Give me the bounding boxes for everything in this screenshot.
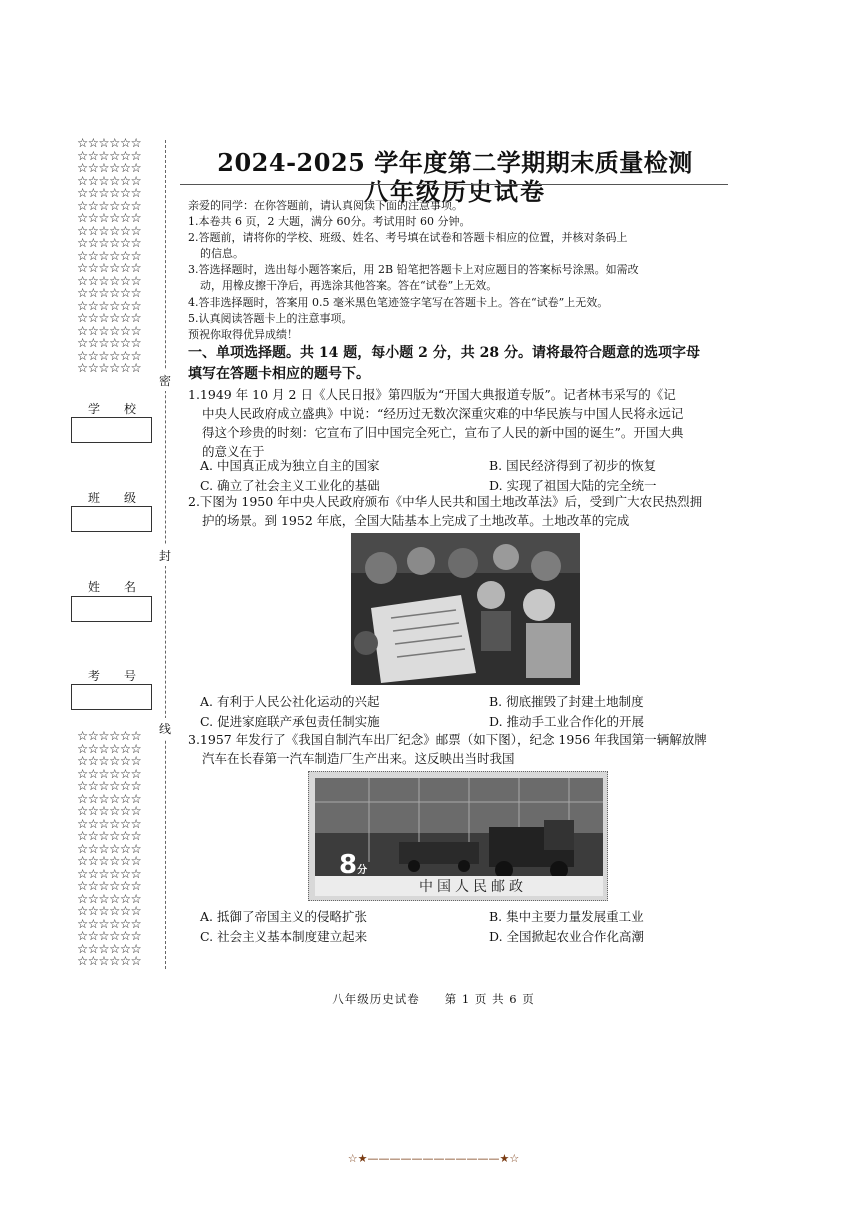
- land-reform-photo: [351, 533, 580, 685]
- binding-stars-top: ☆☆☆☆☆☆ ☆☆☆☆☆☆ ☆☆☆☆☆☆ ☆☆☆☆☆☆ ☆☆☆☆☆☆ ☆☆☆☆☆☆ ☆☆☆☆☆☆ ☆☆☆☆☆☆ ☆☆☆☆☆☆ ☆☆☆☆☆☆ ☆☆☆☆☆☆ ☆☆☆☆☆☆ ☆☆☆☆☆☆ ☆☆☆☆☆☆ ☆☆☆☆☆☆ ☆☆☆☆☆☆ ☆☆☆☆☆☆ ☆☆☆☆☆☆ ☆☆☆☆☆☆: [77, 135, 142, 375]
- exam-number-label: 考 号: [88, 669, 136, 683]
- option-c[interactable]: C. 社会主义基本制度建立起来: [200, 928, 368, 944]
- notice-item: 4.答非选择题时，答案用 0.5 毫米黑色笔迹签字笔写在答题卡上。答在“试卷”上无效。: [188, 295, 609, 309]
- exam-number-field[interactable]: [71, 684, 152, 710]
- title-divider: [180, 184, 728, 185]
- exam-subtitle: 八年级历史试卷: [364, 177, 546, 206]
- binding-char-xian: 线: [159, 718, 171, 739]
- question-1-options: [200, 456, 700, 495]
- option-a[interactable]: A. 抵御了帝国主义的侵略扩张: [200, 909, 367, 924]
- school-field[interactable]: [71, 417, 152, 443]
- exam-title: 2024-2025 学年度第二学期期末质量检测: [217, 148, 693, 177]
- option-b[interactable]: B. 国民经济得到了初步的恢复: [489, 458, 657, 473]
- question-1: [188, 385, 736, 461]
- option-d[interactable]: D. 实现了祖国大陆的完全统一: [489, 477, 657, 493]
- option-c[interactable]: C. 促进家庭联产承包责任制实施: [200, 713, 380, 729]
- truck-stamp: [308, 771, 608, 901]
- notice-item: 5.认真阅读答题卡上的注意事项。: [188, 311, 353, 325]
- class-field[interactable]: [71, 506, 152, 532]
- question-2-options: [200, 692, 700, 731]
- bottom-decoration: ☆★————————————★☆: [347, 1152, 520, 1165]
- notice-item: 3.答选择题时，选出每小题答案后，用 2B 铅笔把答题卡上对应题目的答案标号涂黑。如需改: [188, 263, 639, 277]
- question-3: [188, 730, 736, 768]
- page-footer: 八年级历史试卷 第 1 页 共 6 页: [332, 992, 535, 1006]
- school-label: 学 校: [88, 402, 136, 416]
- question-text: 1.1949 年 10 月 2 日《人民日报》第四版为“开国大典报道专版”。记者林韦采写的《记: [188, 387, 676, 402]
- question-text: 3.1957 年发行了《我国自制汽车出厂纪念》邮票（如下图），纪念 1956 年我国第一辆解放牌: [188, 732, 707, 747]
- option-a[interactable]: A. 中国真正成为独立自主的国家: [200, 458, 380, 473]
- question-text: 护的场景。到 1952 年底，全国大陆基本上完成了土地改革。土地改革的完成: [202, 513, 630, 528]
- question-text: 汽车在长春第一汽车制造厂生产出来。这反映出当时我国: [202, 751, 515, 766]
- section-heading-line: 填写在答题卡相应的题号下。: [188, 366, 370, 382]
- binding-char-mi: 密: [159, 370, 171, 391]
- question-2: [188, 492, 736, 530]
- stamp-country: 中国人民邮政: [419, 879, 527, 895]
- section-heading-line: 一、单项选择题。共 14 题，每小题 2 分，共 28 分。请将最符合题意的选项字母: [188, 345, 700, 361]
- notice-wish: 预祝你取得优异成绩！: [188, 327, 298, 341]
- option-d[interactable]: D. 推动手工业合作化的开展: [489, 713, 645, 729]
- name-field[interactable]: [71, 596, 152, 622]
- option-b[interactable]: B. 彻底摧毁了封建土地制度: [489, 694, 644, 709]
- name-label: 姓 名: [88, 580, 136, 594]
- option-d[interactable]: D. 全国掀起农业合作化高潮: [489, 928, 645, 944]
- land-reform-photo-image: [351, 533, 580, 685]
- option-c[interactable]: C. 确立了社会主义工业化的基础: [200, 477, 380, 493]
- class-label: 班 级: [88, 491, 136, 505]
- option-b[interactable]: B. 集中主要力量发展重工业: [489, 909, 644, 924]
- question-text: 的意义在于: [202, 444, 265, 459]
- binding-char-feng: 封: [159, 545, 171, 566]
- question-text: 得这个珍贵的时刻：它宣布了旧中国完全死亡，宣布了人民的新中国的诞生”。开国大典: [202, 425, 684, 440]
- notice-item: 2.答题前，请将你的学校、班级、姓名、考号填在试卷和答题卡相应的位置，并核对条码上: [188, 231, 628, 245]
- binding-stars-bottom: ☆☆☆☆☆☆ ☆☆☆☆☆☆ ☆☆☆☆☆☆ ☆☆☆☆☆☆ ☆☆☆☆☆☆ ☆☆☆☆☆☆ ☆☆☆☆☆☆ ☆☆☆☆☆☆ ☆☆☆☆☆☆ ☆☆☆☆☆☆ ☆☆☆☆☆☆ ☆☆☆☆☆☆ ☆☆☆☆☆☆ ☆☆☆☆☆☆ ☆☆☆☆☆☆ ☆☆☆☆☆☆ ☆☆☆☆☆☆ ☆☆☆☆☆☆ ☆☆☆☆☆☆: [77, 728, 142, 968]
- notice-item: 1.本卷共 6 页，2 大题，满分 60分。考试用时 60 分钟。: [188, 215, 471, 229]
- notice-block: [188, 198, 733, 343]
- question-3-options: [200, 907, 700, 946]
- section-heading: [188, 343, 738, 385]
- option-a[interactable]: A. 有利于人民公社化运动的兴起: [200, 694, 380, 709]
- stamp-value: 8分: [339, 850, 368, 880]
- notice-item: 的信息。: [200, 247, 244, 261]
- notice-greeting: 亲爱的同学：在你答题前，请认真阅读下面的注意事项。: [188, 199, 463, 212]
- question-text: 中央人民政府成立盛典》中说：“经历过无数次深重灾难的中华民族与中国人民将永远记: [202, 406, 684, 421]
- question-text: 2.下图为 1950 年中央人民政府颁布《中华人民共和国土地改革法》后，受到广大农民热烈拥: [188, 494, 703, 509]
- notice-item: 动，用橡皮擦干净后，再选涂其他答案。答在“试卷”上无效。: [200, 279, 498, 293]
